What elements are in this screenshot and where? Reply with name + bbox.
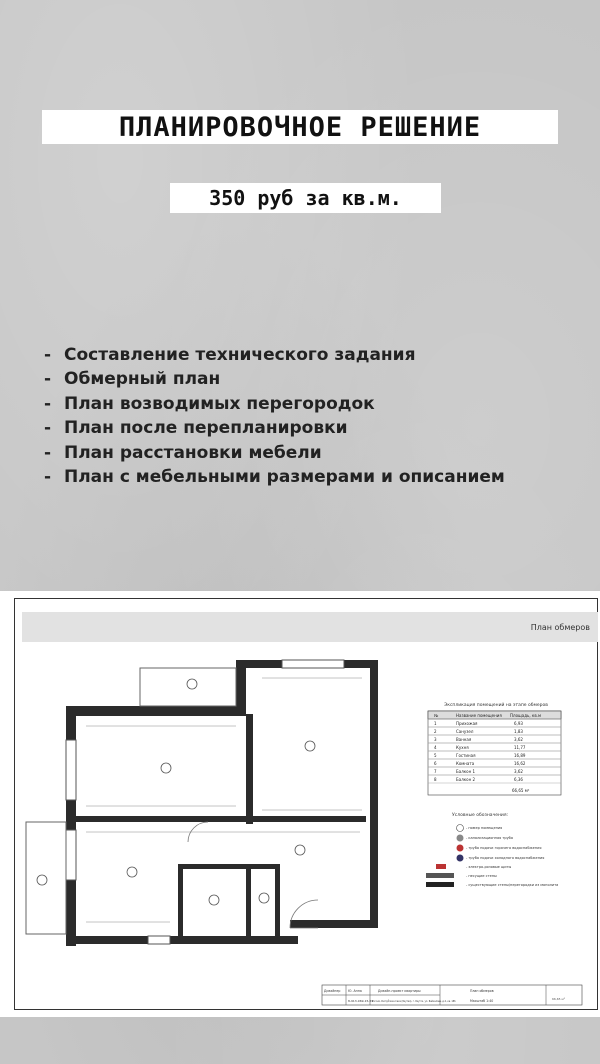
wall (178, 864, 280, 869)
feature-text: Составление технического задания (64, 345, 416, 365)
bullet: - (44, 467, 52, 488)
legend (426, 812, 558, 887)
stamp-designer-label: Дизайнер (324, 989, 341, 993)
table-frame (428, 711, 561, 795)
sheet-total: 66,65 м² (552, 997, 566, 1001)
stamp (322, 985, 582, 1005)
wall (246, 864, 251, 938)
table-row (428, 767, 561, 775)
table-total: 66,65 м² (512, 788, 530, 793)
window (282, 660, 344, 668)
table-cell: 8 (434, 777, 437, 782)
wall (76, 816, 366, 822)
table-cell: Комната (456, 761, 475, 766)
legend-item: - электро-розовые щиты (466, 865, 512, 869)
table-row (428, 751, 561, 759)
wall (275, 864, 280, 938)
stamp-project: Дизайн-проект квартиры (378, 989, 421, 993)
table-header-cell: № (434, 713, 439, 718)
table-row (428, 719, 561, 727)
table-cell: 2 (434, 729, 437, 734)
table-cell: Прихожая (456, 721, 478, 726)
table-row (428, 759, 561, 767)
table-row (428, 775, 561, 783)
table-cell: 6 (434, 761, 437, 766)
feature-text: План с мебельными размерами и описанием (64, 467, 505, 488)
legend-item: - несущие стены (466, 874, 497, 878)
legend-item: - канализационная труба (466, 836, 513, 840)
legend-items (466, 826, 558, 887)
legend-item: - труба подачи холодного водоснабжения (466, 856, 545, 860)
table-header-cell: Название помещения (456, 713, 502, 718)
room-marker (127, 867, 137, 877)
legend-cold-icon (457, 855, 464, 862)
room-marker (259, 893, 269, 903)
table-cell: 6,36 (514, 777, 523, 782)
window (66, 830, 76, 880)
table-cell: Кухня (456, 745, 469, 750)
feature-text: План после перепланировки (64, 418, 348, 439)
legend-title: Условные обозначения: (452, 813, 509, 818)
table-cell: Ванная (456, 737, 472, 742)
table-cell: Гостиная (456, 753, 476, 758)
feature-text: План возводимых перегородок (64, 393, 375, 414)
sheet-title: План обмеров (530, 623, 590, 632)
windows (66, 660, 344, 944)
table-cell: 3,62 (514, 769, 523, 774)
room-marker (187, 679, 197, 689)
stamp-scale: Масштаб 1:40 (470, 999, 494, 1003)
room-marker (305, 741, 315, 751)
legend-item: - существующие стены/перегородки из монолита (466, 883, 559, 887)
table-cell: 3,62 (514, 737, 523, 742)
legend-bearing-icon (426, 873, 454, 878)
feature-text: План расстановки мебели (64, 442, 322, 463)
table-cell: 7 (434, 769, 437, 774)
table-rows (428, 719, 561, 793)
doors (188, 822, 318, 928)
bullet: - (44, 345, 52, 365)
wall (290, 920, 378, 928)
room-marker (295, 845, 305, 855)
explication-table (428, 701, 561, 795)
feature-text: Обмерный план (64, 369, 221, 390)
table-cell: 16,62 (514, 761, 526, 766)
legend-pipe-icon (457, 835, 464, 842)
room-marker (37, 875, 47, 885)
table-cell: Санузел (456, 729, 474, 734)
table-cell: 5 (434, 753, 437, 758)
page-title: ПЛАНИРОВОЧНОЕ РЕШЕНИЕ (118, 111, 482, 143)
legend-item: - труба подачи горячего водоснабжения (466, 846, 542, 850)
table-header-cell: Площадь, кв.м (510, 713, 541, 718)
stamp-designer: Ю. Анна (348, 989, 362, 993)
table-title: Экспликация помещений на этапе обмеров (444, 703, 548, 708)
window (148, 936, 170, 944)
legend-monolith-icon (426, 882, 454, 887)
wall (66, 706, 246, 716)
stamp-phone: 8-913-969-15-59 (348, 999, 374, 1003)
room-marker (161, 763, 171, 773)
legend-room-icon (457, 825, 464, 832)
table-cell: Балкон 2 (456, 777, 476, 782)
table-cell: 4 (434, 745, 437, 750)
wall (370, 660, 378, 928)
bullet: - (44, 393, 52, 414)
wall (178, 864, 183, 938)
stamp-address: Россия, Республика Саха (Якутия), г. Якутск, ул. Байкалова, д.2, кв. 186 (372, 1000, 456, 1003)
legend-hot-icon (457, 845, 464, 852)
stamp-sheet: План обмеров (470, 989, 494, 993)
table-cell: 3 (434, 737, 437, 742)
table-row (428, 743, 561, 751)
table-cell: 11,77 (514, 745, 526, 750)
room-marker (209, 895, 219, 905)
table-cell: 16,89 (514, 753, 526, 758)
table-row (428, 727, 561, 735)
legend-panel-icon (436, 864, 446, 869)
bullet: - (44, 442, 52, 463)
walls (66, 660, 378, 946)
price-label: 350 руб за кв.м. (209, 186, 402, 210)
table-row (428, 735, 561, 743)
table-cell: 1,83 (514, 729, 523, 734)
table-cell: Балкон 1 (456, 769, 476, 774)
bullet: - (44, 369, 52, 390)
table-cell: 1 (434, 721, 437, 726)
wall (236, 660, 246, 714)
wall (246, 714, 253, 824)
bullet: - (44, 418, 52, 439)
table-cell: 6,93 (514, 721, 523, 726)
window (66, 740, 76, 800)
legend-item: - номер помещения (466, 826, 503, 830)
